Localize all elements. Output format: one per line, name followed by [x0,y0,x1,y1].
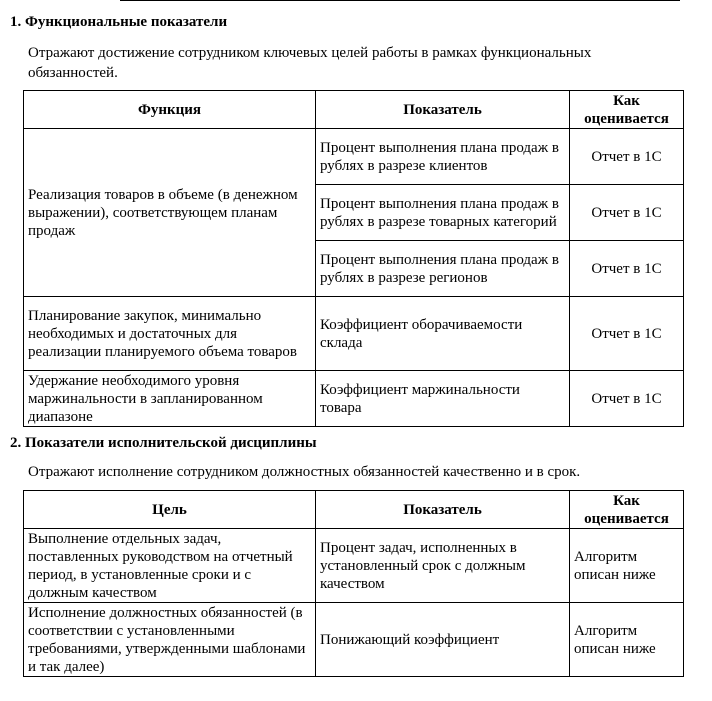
indicator-cell: Процент выполнения плана продаж в рублях в разрезе товарных категорий [316,185,570,241]
indicator-cell: Процент задач, исполненных в установленный срок с должным качеством [316,529,570,603]
method-cell: Отчет в 1С [570,371,684,427]
function-cell: Удержание необходимого уровня маржинальности в запланированном диапазоне [24,371,316,427]
indicator-cell: Коэффициент оборачиваемости склада [316,297,570,371]
table-row [24,603,684,677]
method-cell: Отчет в 1С [570,297,684,371]
functional-indicators-table [23,90,684,427]
function-cell: Реализация товаров в объеме (в денежном выражении), соответствующем планам продаж [24,129,316,297]
section1-intro-line1: Отражают достижение сотрудником ключевых целей работы в рамках функциональных [28,45,592,61]
table-header-row [24,491,684,529]
indicator-cell: Процент выполнения плана продаж в рублях в разрезе клиентов [316,129,570,185]
header-method: Как оценивается [570,91,684,129]
indicator-cell: Коэффициент маржинальности товара [316,371,570,427]
method-cell: Отчет в 1С [570,185,684,241]
header-method: Как оценивается [570,491,684,529]
method-cell: Отчет в 1С [570,129,684,185]
section1-intro [28,43,591,83]
header-function: Функция [24,91,316,129]
table-row [24,529,684,603]
header-indicator: Показатель [316,491,570,529]
indicator-cell: Понижающий коэффициент [316,603,570,677]
header-goal: Цель [24,491,316,529]
goal-cell: Выполнение отдельных задач, поставленных руководством на отчетный период, в установленные сроки и с должным качеством [24,529,316,603]
section1-heading: 1. Функциональные показатели [10,14,228,30]
goal-cell: Исполнение должностных обязанностей (в соответствии с установленными требованиями, утвержденными шаблонами и так далее) [24,603,316,677]
section2-heading: 2. Показатели исполнительской дисциплины [10,435,317,451]
header-indicator: Показатель [316,91,570,129]
discipline-indicators-table [23,490,684,677]
section1-intro-line2: обязанностей. [28,65,118,81]
method-cell: Алгоритм описан ниже [570,603,684,677]
function-cell: Планирование закупок, минимально необходимых и достаточных для реализации планируемого объема товаров [24,297,316,371]
top-rule [120,0,680,1]
table-row [24,129,684,185]
section2-intro: Отражают исполнение сотрудником должностных обязанностей качественно и в срок. [28,464,581,480]
table-header-row [24,91,684,129]
method-cell: Алгоритм описан ниже [570,529,684,603]
method-cell: Отчет в 1С [570,241,684,297]
table-row [24,371,684,427]
table-row [24,297,684,371]
indicator-cell: Процент выполнения плана продаж в рублях в разрезе регионов [316,241,570,297]
